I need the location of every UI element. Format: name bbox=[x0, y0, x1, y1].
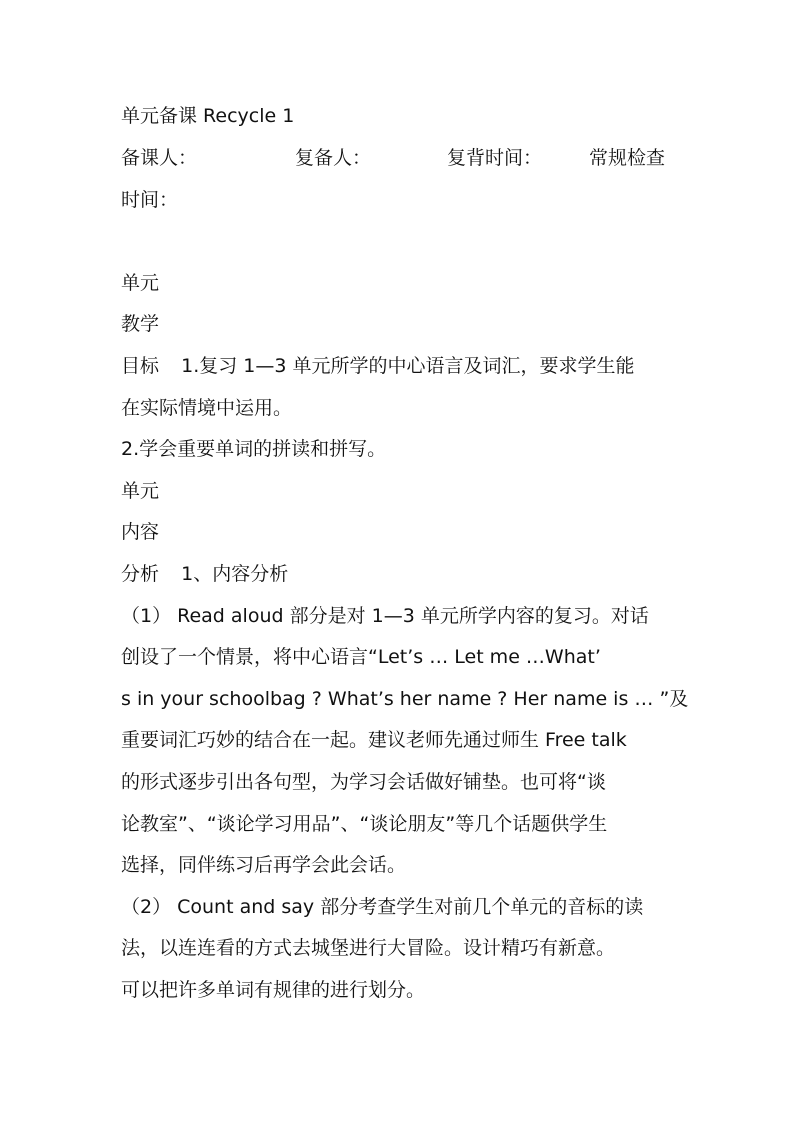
review-time-label: 复背时间： bbox=[447, 147, 543, 169]
paragraph1-line-7: 选择，同伴练习后再学会此会话。 bbox=[121, 854, 407, 876]
check-time-label: 时间： bbox=[121, 189, 179, 211]
routine-check-label: 常规检查 bbox=[589, 147, 666, 169]
goals-label-1: 单元 bbox=[121, 272, 160, 294]
paragraph2-line-2: 法，以连连看的方式去城堡进行大冒险。设计精巧有新意。 bbox=[121, 937, 616, 959]
paragraph1-line-5: 的形式逐步引出各句型，为学习会话做好铺垫。也可将“谈 bbox=[121, 771, 606, 793]
paragraph2-line-3: 可以把许多单词有规律的进行划分。 bbox=[121, 979, 426, 1001]
goals-line-1 bbox=[121, 346, 676, 388]
analysis-heading bbox=[121, 554, 676, 596]
paragraph1-line-6: 论教室”、“谈论学习用品”、“谈论朋友”等几个话题供学生 bbox=[121, 813, 608, 835]
content-label-3: 分析 bbox=[121, 563, 160, 585]
paragraph1-line-1: （1） Read aloud 部分是对 1—3 单元所学内容的复习。对话 bbox=[121, 605, 649, 627]
goals-label-3: 目标 bbox=[121, 355, 160, 377]
paragraph1-line-3: s in your schoolbag ? What’s her name ? Her name is … ”及 bbox=[121, 688, 689, 710]
goal-text-3: 2.学会重要单词的拼读和拼写。 bbox=[121, 438, 387, 460]
paragraph2-line-1: （2） Count and say 部分考查学生对前几个单元的音标的读 bbox=[121, 896, 644, 918]
analysis-title: 1、内容分析 bbox=[181, 563, 289, 585]
goal-text-1: 1.复习 1—3 单元所学的中心语言及词汇，要求学生能 bbox=[181, 355, 635, 377]
content-label-2: 内容 bbox=[121, 521, 160, 543]
unit-title: 单元备课 Recycle 1 bbox=[121, 105, 295, 127]
reviewer-label: 复备人： bbox=[295, 147, 372, 169]
goals-label-2: 教学 bbox=[121, 313, 160, 335]
content-label-1: 单元 bbox=[121, 480, 160, 502]
paragraph1-line-4: 重要词汇巧妙的结合在一起。建议老师先通过师生 Free talk bbox=[121, 729, 627, 751]
preparer-label: 备课人： bbox=[121, 147, 198, 169]
header-row bbox=[121, 138, 676, 180]
goal-text-2: 在实际情境中运用。 bbox=[121, 397, 293, 419]
paragraph1-line-2: 创设了一个情景，将中心语言“Let’s … Let me …What’ bbox=[121, 646, 601, 668]
